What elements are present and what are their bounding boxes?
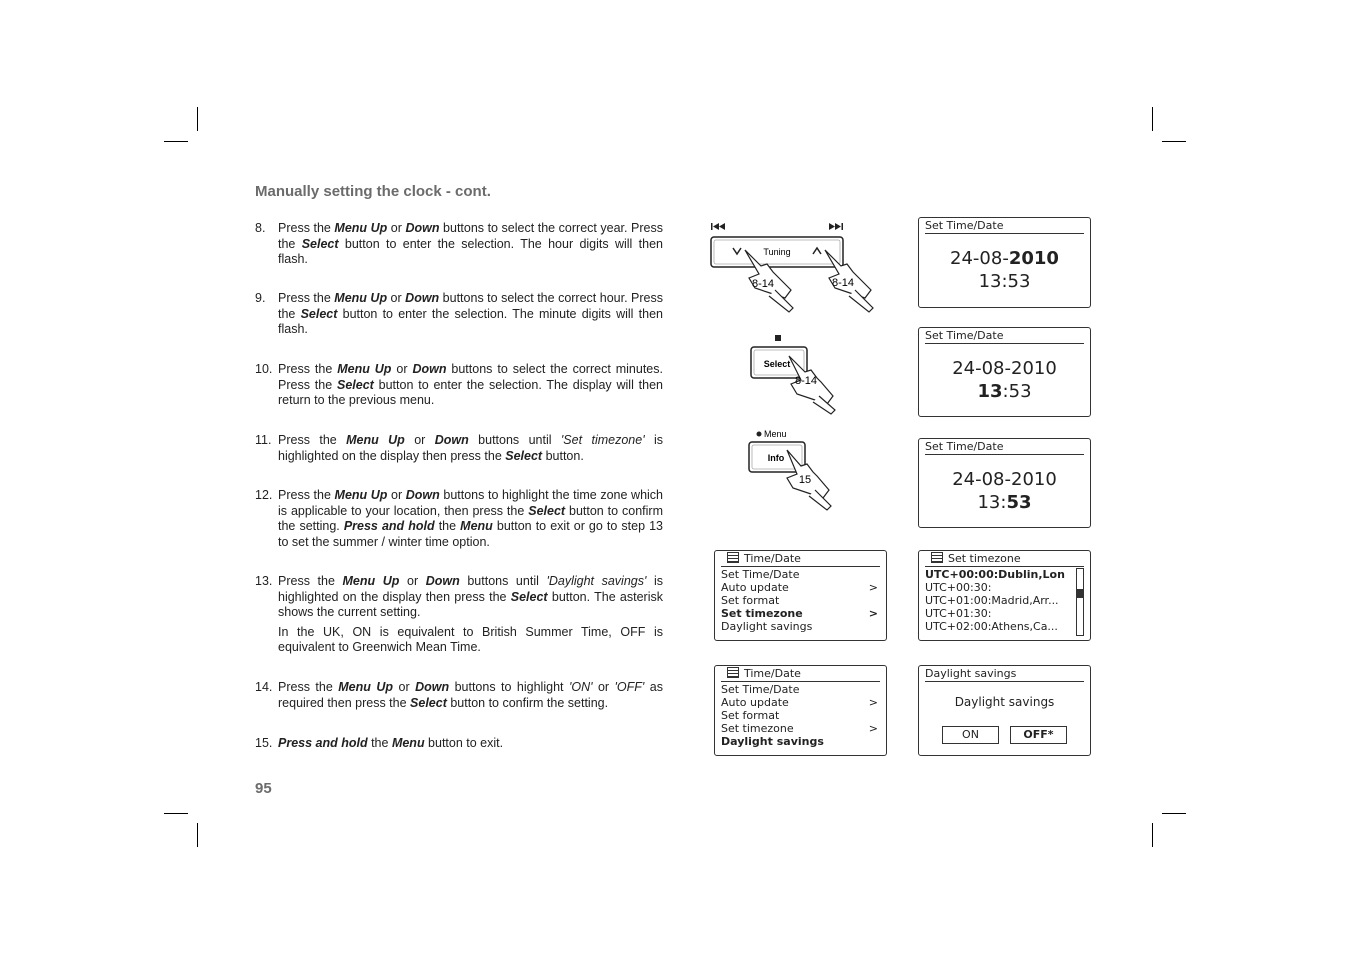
menu-list-icon bbox=[931, 552, 943, 563]
lcd-time: 13:53 bbox=[978, 271, 1031, 292]
lcd-timezone-list bbox=[918, 550, 1091, 641]
menu-item: Daylight savings bbox=[721, 620, 813, 633]
lcd-date: 24-08-2010 bbox=[952, 469, 1057, 490]
lcd-set-minute bbox=[918, 438, 1091, 528]
menu-list-icon bbox=[727, 552, 739, 563]
menu-item: Set Time/Date bbox=[721, 683, 800, 696]
select-button-illustration bbox=[745, 332, 845, 416]
lcd-daylight-savings bbox=[918, 665, 1091, 756]
lcd-set-hour bbox=[918, 327, 1091, 417]
date-text: 24-08- bbox=[950, 248, 1009, 269]
crop-mark bbox=[164, 813, 188, 814]
select-label: Select bbox=[763, 359, 791, 369]
lcd-header-text: Time/Date bbox=[744, 552, 801, 565]
info-button-illustration bbox=[743, 428, 843, 514]
lcd-header bbox=[727, 552, 801, 565]
off-option-selected: OFF* bbox=[1010, 726, 1067, 744]
crop-mark bbox=[1162, 813, 1186, 814]
step-number: 11. bbox=[255, 433, 272, 447]
lcd-time bbox=[919, 380, 1090, 403]
timezone-item: UTC+01:30: bbox=[925, 607, 992, 620]
step-note: In the UK, ON is equivalent to British Summer Time, OFF is equivalent to Greenwich Mean Time. bbox=[278, 624, 663, 654]
daylight-label: Daylight savings bbox=[954, 695, 1055, 709]
step-item bbox=[255, 433, 663, 464]
scrollbar bbox=[1076, 568, 1084, 636]
crop-mark bbox=[197, 107, 198, 131]
time-text: :53 bbox=[1002, 381, 1032, 402]
step-item bbox=[255, 362, 663, 409]
lcd-menu-timezone-selected bbox=[714, 550, 887, 641]
next-track-icon bbox=[829, 223, 843, 230]
menu-item: Set format bbox=[721, 594, 780, 607]
step-item bbox=[255, 680, 663, 711]
step-text: Press the Menu Up or Down buttons to highlight 'ON' or 'OFF' as required then press the Select button to confirm the setting. bbox=[278, 680, 663, 710]
crop-mark bbox=[1152, 823, 1153, 847]
lcd-divider bbox=[721, 681, 880, 682]
time-text: 13: bbox=[977, 492, 1007, 513]
step-text: Press and hold the Menu button to exit. bbox=[278, 736, 504, 750]
menu-item: Auto update > bbox=[721, 696, 878, 709]
crop-mark bbox=[1162, 141, 1186, 142]
menu-item: Set format bbox=[721, 709, 780, 722]
step-text: Press the Menu Up or Down buttons until 'Set timezone' is highlighted on the display then press the Select button. bbox=[278, 433, 664, 463]
crop-mark bbox=[1152, 107, 1153, 131]
menu-list-icon bbox=[727, 667, 739, 678]
arrow-right-icon: > bbox=[868, 696, 878, 709]
step-text: Press the Menu Up or Down buttons to highlight the time zone which is applicable to your location, then press the Select button to confirm the setting. Press and hold the Menu button to exit or go to step 13 to set the summer / winter time option. bbox=[278, 488, 664, 549]
step-number: 12. bbox=[255, 488, 273, 502]
select-button-svg bbox=[745, 332, 845, 416]
menu-item-selected: Set timezone > bbox=[721, 607, 878, 620]
step-text: Press the Menu Up or Down buttons to select the correct hour. Press the Select button to enter the selection. The minute digits will then flash. bbox=[278, 291, 663, 336]
highlighted-hour: 13 bbox=[977, 381, 1003, 402]
lcd-header-text: Time/Date bbox=[744, 667, 801, 680]
menu-label: Menu bbox=[764, 429, 787, 439]
crop-mark bbox=[164, 141, 188, 142]
info-label: Info bbox=[767, 453, 785, 463]
lcd-header bbox=[931, 552, 1021, 565]
timezone-item: UTC+00:30: bbox=[925, 581, 992, 594]
lcd-divider bbox=[925, 566, 1084, 567]
lcd-header bbox=[727, 667, 801, 680]
step-number: 8. bbox=[255, 221, 266, 235]
timezone-item: UTC+01:00:Madrid,Arr... bbox=[925, 594, 1059, 607]
menu-item: Set Time/Date bbox=[721, 568, 800, 581]
scrollbar-thumb bbox=[1077, 589, 1083, 598]
lcd-header: Daylight savings bbox=[925, 667, 1017, 680]
menu-item: Auto update > bbox=[721, 581, 878, 594]
lcd-time bbox=[919, 491, 1090, 514]
lcd-divider bbox=[925, 454, 1084, 455]
timezone-item-selected: UTC+00:00:Dublin,Lon bbox=[925, 568, 1065, 581]
step-item bbox=[255, 574, 663, 656]
section-title: Manually setting the clock - cont. bbox=[255, 183, 491, 200]
lcd-header-text: Set timezone bbox=[948, 552, 1021, 565]
lcd-header: Set Time/Date bbox=[925, 329, 1004, 342]
step-item bbox=[255, 221, 663, 268]
step-text: Press the Menu Up or Down buttons until 'Daylight savings' is highlighted on the display then press the Select button. The asterisk shows the current setting. bbox=[278, 574, 664, 619]
highlighted-minute: 53 bbox=[1006, 492, 1032, 513]
tuning-left-ref: 8-14 bbox=[751, 278, 775, 290]
step-item bbox=[255, 488, 663, 550]
lcd-divider bbox=[721, 566, 880, 567]
highlighted-year: 2010 bbox=[1008, 248, 1059, 269]
on-option: ON bbox=[942, 726, 999, 744]
step-text: Press the Menu Up or Down buttons to select the correct year. Press the Select button to enter the selection. The hour digits will then flash. bbox=[278, 221, 663, 266]
stop-icon bbox=[775, 335, 781, 341]
step-text: Press the Menu Up or Down buttons to select the correct minutes. Press the Select button to enter the selection. The display will then return to the previous menu. bbox=[278, 362, 663, 407]
tuning-right-ref: 8-14 bbox=[831, 277, 855, 289]
lcd-divider bbox=[925, 233, 1084, 234]
step-item bbox=[255, 291, 663, 338]
menu-item: Set timezone > bbox=[721, 722, 878, 735]
step-number: 13. bbox=[255, 574, 273, 588]
timezone-item: UTC+02:00:Athens,Ca... bbox=[925, 620, 1058, 633]
step-number: 15. bbox=[255, 736, 273, 750]
tuning-button-illustration bbox=[705, 218, 885, 318]
info-ref: 15 bbox=[798, 474, 812, 486]
step-number: 9. bbox=[255, 291, 266, 305]
arrow-right-icon: > bbox=[868, 581, 878, 594]
lcd-divider bbox=[925, 343, 1084, 344]
lcd-date: 24-08-2010 bbox=[952, 358, 1057, 379]
tuning-label: Tuning bbox=[763, 247, 791, 257]
lcd-divider bbox=[925, 681, 1084, 682]
lcd-header: Set Time/Date bbox=[925, 219, 1004, 232]
page-number: 95 bbox=[255, 780, 272, 797]
select-ref: 8-14 bbox=[794, 375, 818, 387]
lcd-set-year bbox=[918, 217, 1091, 308]
step-item bbox=[255, 736, 663, 752]
step-number: 10. bbox=[255, 362, 273, 376]
lcd-menu-daylight-selected bbox=[714, 665, 887, 756]
step-number: 14. bbox=[255, 680, 273, 694]
menu-item-selected: Daylight savings bbox=[721, 735, 824, 748]
crop-mark bbox=[197, 823, 198, 847]
arrow-right-icon: > bbox=[868, 607, 878, 620]
previous-track-icon bbox=[711, 223, 725, 230]
lcd-header: Set Time/Date bbox=[925, 440, 1004, 453]
arrow-right-icon: > bbox=[868, 722, 878, 735]
tuning-button-svg bbox=[705, 218, 885, 318]
info-button-svg bbox=[743, 428, 843, 514]
menu-dot-icon bbox=[757, 432, 762, 437]
lcd-date bbox=[919, 247, 1090, 270]
